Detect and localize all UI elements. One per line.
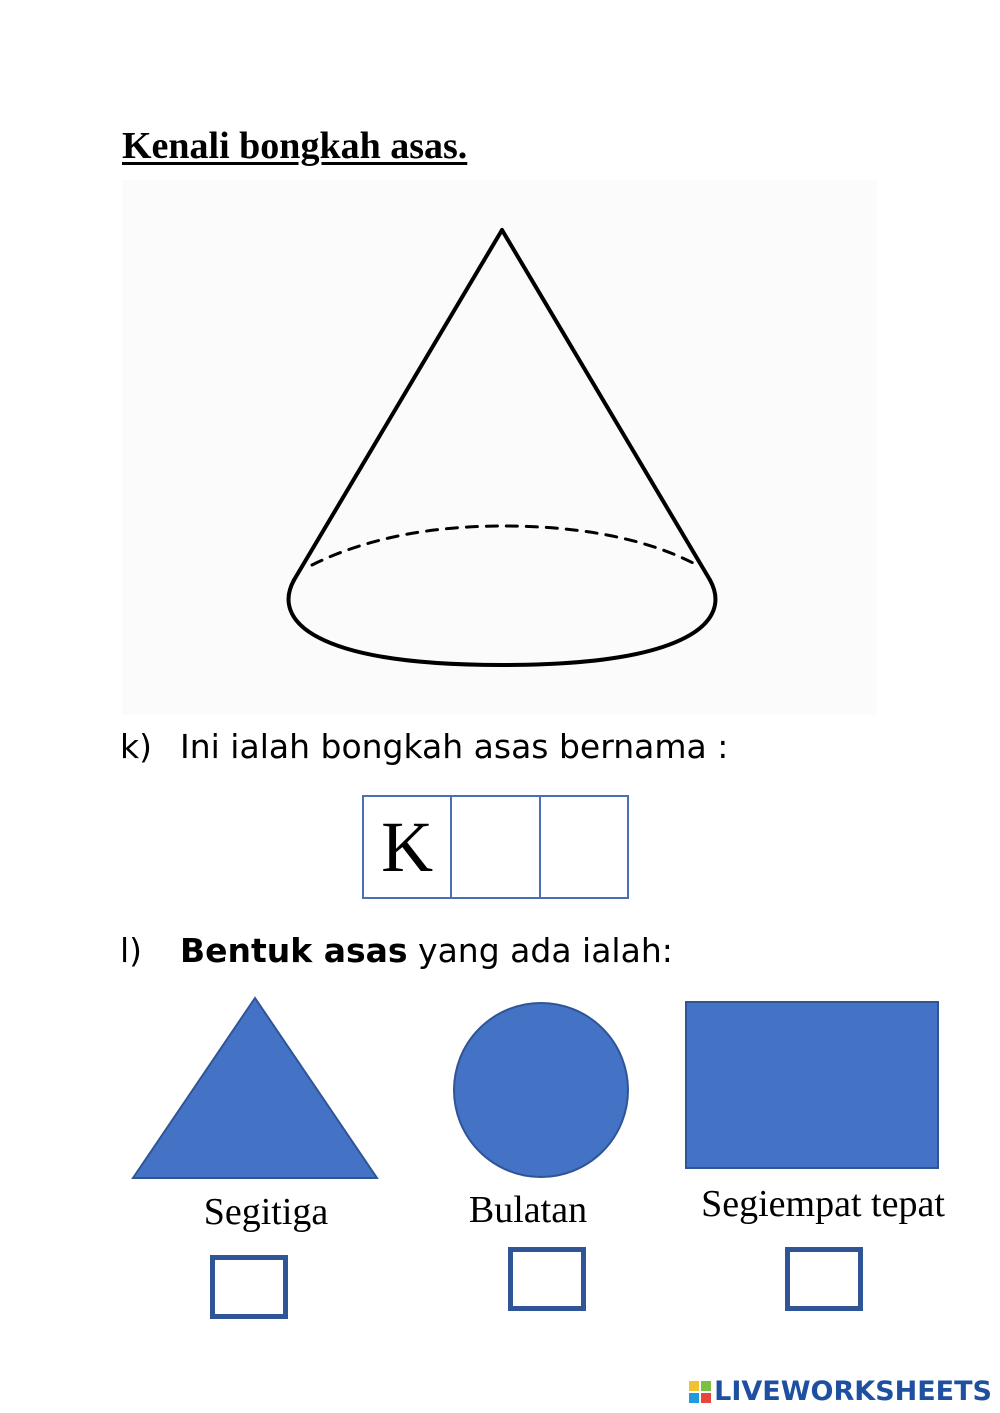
cone-base-back [312, 526, 697, 565]
rectangle-checkbox[interactable] [785, 1247, 863, 1311]
question-k-number: k) [120, 727, 152, 766]
cone-illustration [122, 180, 877, 715]
triangle-shape [133, 998, 377, 1178]
answer-cell-1[interactable]: K [364, 797, 452, 897]
worksheet-title: Kenali bongkah asas. [122, 125, 468, 167]
triangle-checkbox[interactable] [210, 1255, 288, 1319]
liveworksheets-logo [689, 1376, 992, 1407]
answer-cell-2[interactable] [452, 797, 540, 897]
question-k [120, 727, 728, 767]
triangle-label: Segitiga [203, 1191, 329, 1233]
question-k-text: Ini ialah bongkah asas bernama : [180, 727, 729, 766]
question-l-number: l) [120, 931, 143, 970]
circle-shape [454, 1003, 628, 1177]
answer-cell-3[interactable] [541, 797, 627, 897]
liveworksheets-logo-icon [689, 1381, 711, 1403]
cone-base-front [289, 580, 716, 665]
rectangle-label: Segiempat tepat [701, 1183, 945, 1225]
circle-checkbox[interactable] [508, 1247, 586, 1311]
shapes-row [0, 990, 1000, 1180]
question-l [120, 931, 673, 971]
circle-label: Bulatan [468, 1189, 588, 1231]
rectangle-shape [686, 1002, 938, 1168]
logo-text: LIVEWORKSHEETS [714, 1376, 992, 1407]
question-l-bold-text: Bentuk asas [180, 931, 408, 970]
question-l-text: yang ada ialah: [407, 931, 673, 970]
answer-boxes [362, 795, 629, 899]
